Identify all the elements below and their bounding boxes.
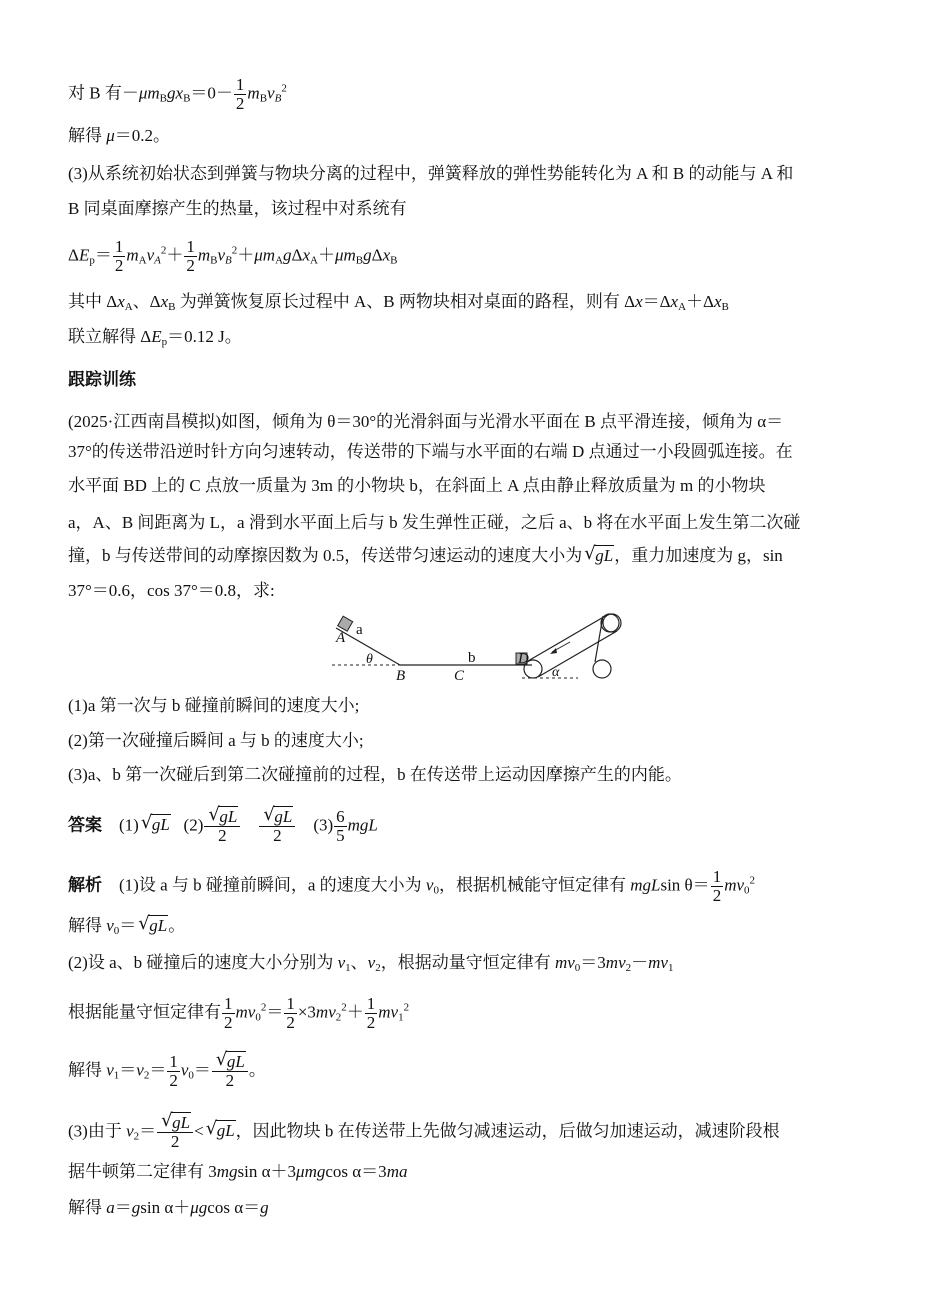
energy-equation: $\Delta E_p=$ $\frac{1}{2}$ $m_Av_A^2+$ $\frac{1}{2}$ $m_Bv_B^2+\mu m_Ag\Delta x_A+\mu m_Bg\Delta x_B$ [68,237,398,275]
fig-label-C: C [454,668,465,684]
energy-conservation: 根据能量守恒定律有 $\frac{1}{2}$ $mv_0^2=$ $\frac{1}{2}$ $\times 3mv_2^2+$ $\frac{1}{2}$ $mv_1^2$ [68,994,410,1032]
answer-line: 答案 (1)√ gL (2) √ $\frac{gL}{2}$ √ $\frac{gL}{2}$ (3) $\frac{6}{5}$ mgL [68,808,378,845]
problem-line-6: 37°＝0.6，cos 37°＝0.8，求: [68,581,275,600]
paragraph-path: 其中 $\Delta x_A$、$\Delta x_B$ 为弹簧恢复原长过程中 A、B 两物块相对桌面的路程，则有 $\Delta x=\Delta x_A+\Delta x_B$ [68,292,729,313]
analysis-line-3: (3)由于 $v_2=$ √ $\frac{gL}{2}$ <√ gL，因此物块 b 在传送带上先做匀减速运动，后做匀加速运动，减速阶段根 [68,1114,780,1151]
fig-label-D: D [518,651,529,667]
solution-a: 解得 a＝gsin α＋μgcos α＝g [68,1198,269,1217]
question-1: (1)a 第一次与 b 碰撞前瞬间的速度大小; [68,696,360,715]
fig-label-B: B [396,668,406,684]
fig-label-a: a [356,622,363,638]
result-ep: 联立解得 $\Delta E_p=0.12$ J。 [68,327,242,348]
equation-line-b: 对 B 有$-\mu m_Bgx_B=0-$ $\frac{1}{2}$ $m_Bv_B^2$ [68,75,287,113]
section-heading: 跟踪训练 [68,370,136,389]
paragraph-3-line2: B 同桌面摩擦产生的热量，该过程中对系统有 [68,199,407,218]
problem-line-4: a，A、B 间距离为 L，a 滑到水平面上后与 b 发生弹性正碰，之后 a、b 将在水平面上发生第二次碰 [68,513,801,532]
problem-line-5: 撞，b 与传送带间的动摩擦因数为 0.5，传送带匀速运动的速度大小为√ gL，重力加速度为 g，sin [68,544,783,568]
fig-label-theta: θ [366,652,373,667]
problem-line-3: 水平面 BD 上的 C 点放一质量为 3m 的小物块 b，在斜面上 A 点由静止释放质量为 m 的小物块 [68,476,766,495]
result-mu: 解得 μ＝0.2。 [68,126,171,145]
fig-label-alpha: α [552,665,560,680]
question-2: (2)第一次碰撞后瞬间 a 与 b 的速度大小; [68,731,364,750]
paragraph-3-line1: (3)从系统初始状态到弹簧与物块分离的过程中，弹簧释放的弹性势能转化为 A 和 B 的动能与 A 和 [68,164,794,183]
solution-v0: 解得 $v_0=√$ gL。 [68,914,185,943]
newton-second-law: 据牛顿第二定律有 3mgsin α＋3μmgcos α＝3ma [68,1162,408,1181]
question-3: (3)a、b 第一次碰后到第二次碰撞前的过程，b 在传送带上运动因摩擦产生的内能。 [68,765,682,784]
fig-label-A: A [336,630,346,646]
solution-v1-v2: 解得 $v_1=v_2=$ $\frac{1}{2}$ $v_0=$ √ $\frac{gL}{2}$ 。 [68,1053,266,1090]
analysis-line-1: 解析 (1)设 a 与 b 碰撞前瞬间，a 的速度大小为 $v_0$，根据机械能守恒定律有 mgLsin θ＝ $\frac{1}{2}$ $mv_0^2$ [68,867,756,905]
problem-line-2: 37°的传送带沿逆时针方向匀速转动，传送带的下端与水平面的右端 D 点通过一小段圆弧连接。在 [68,442,793,461]
analysis-line-2: (2)设 a、b 碰撞后的速度大小分别为 $v_1$、$v_2$，根据动量守恒定律有 $mv_0=3mv_2-mv_1$ [68,953,674,974]
fig-label-b: b [468,650,476,666]
problem-line-1: (2025·江西南昌模拟)如图，倾角为 θ＝30°的光滑斜面与光滑水平面在 B 点平滑连接，倾角为 α＝ [68,412,784,431]
